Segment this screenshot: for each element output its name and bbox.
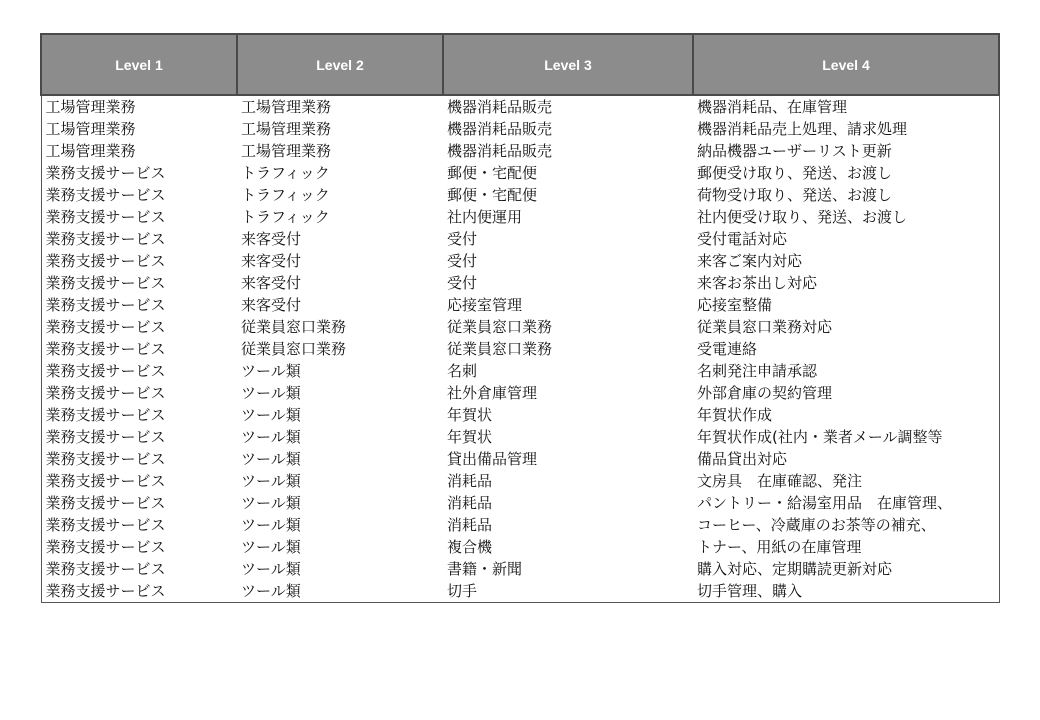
cell-level-3: 貸出備品管理: [447, 450, 538, 468]
cell-level-1: 業務支援サービス: [41, 206, 237, 228]
cell-level-3: 従業員窓口業務: [447, 340, 553, 358]
cell-level-1: 業務支援サービス: [41, 536, 237, 558]
cell-level-3: 消耗品: [447, 494, 493, 512]
cell-level-4: 機器消耗品売上処理、請求処理: [693, 118, 999, 140]
cell-level-1: 業務支援サービス: [41, 338, 237, 360]
cell-level-1: 業務支援サービス: [41, 558, 237, 580]
table-row: [41, 184, 999, 206]
table-row: [41, 404, 999, 426]
cell-level-3: 機器消耗品販売: [447, 120, 553, 138]
cell-level-3: 年賀状: [447, 406, 493, 424]
table-row: [41, 250, 999, 272]
cell-level-2: トラフィック: [241, 208, 330, 226]
cell-level-3: 郵便・宅配便: [447, 164, 538, 182]
cell-level-3: 従業員窓口業務: [447, 318, 553, 336]
cell-level-2: ツール類: [241, 406, 301, 424]
table-row: [41, 140, 999, 162]
cell-level-2: ツール類: [241, 450, 301, 468]
cell-level-4: 切手管理、購入: [693, 580, 999, 603]
table-row: [41, 448, 999, 470]
cell-level-3: 社外倉庫管理: [447, 384, 538, 402]
cell-level-4: 購入対応、定期購読更新対応: [693, 558, 999, 580]
cell-level-4: 文房具 在庫確認、発注: [693, 470, 999, 492]
cell-level-4: 従業員窓口業務対応: [693, 316, 999, 338]
table-row: [41, 338, 999, 360]
header-level-2: Level 2: [237, 34, 443, 95]
cell-level-4: 来客ご案内対応: [693, 250, 999, 272]
cell-level-2: ツール類: [241, 472, 301, 490]
header-level-4: Level 4: [693, 34, 999, 95]
cell-level-4: コーヒー、冷蔵庫のお茶等の補充、: [693, 514, 999, 536]
cell-level-1: 業務支援サービス: [41, 162, 237, 184]
cell-level-4: 応接室整備: [693, 294, 999, 316]
cell-level-4: パントリー・給湯室用品 在庫管理、: [693, 492, 999, 514]
cell-level-2: 工場管理業務: [241, 98, 332, 116]
cell-level-2: ツール類: [241, 362, 301, 380]
cell-level-3: 書籍・新聞: [447, 560, 523, 578]
table-row: [41, 294, 999, 316]
cell-level-2: 工場管理業務: [241, 120, 332, 138]
cell-level-1: 業務支援サービス: [41, 426, 237, 448]
cell-level-1: 業務支援サービス: [41, 228, 237, 250]
cell-level-2: 工場管理業務: [241, 142, 332, 160]
cell-level-3: 社内便運用: [447, 208, 523, 226]
cell-level-4: 備品貸出対応: [693, 448, 999, 470]
table-row: [41, 118, 999, 140]
table-header: [41, 34, 999, 95]
table-row: [41, 514, 999, 536]
table-row: [41, 206, 999, 228]
cell-level-1: 業務支援サービス: [41, 514, 237, 536]
cell-level-4: 来客お茶出し対応: [693, 272, 999, 294]
table-row: [41, 426, 999, 448]
cell-level-1: 業務支援サービス: [41, 316, 237, 338]
cell-level-3: 応接室管理: [447, 296, 523, 314]
cell-level-2: トラフィック: [241, 164, 330, 182]
cell-level-1: 業務支援サービス: [41, 272, 237, 294]
table-body: [41, 95, 999, 603]
cell-level-2: 来客受付: [241, 252, 302, 270]
cell-level-3: 消耗品: [447, 472, 493, 490]
cell-level-3: 郵便・宅配便: [447, 186, 538, 204]
cell-level-3: 受付: [447, 230, 478, 248]
cell-level-2: ツール類: [241, 384, 301, 402]
cell-level-4: トナー、用紙の在庫管理: [693, 536, 999, 558]
cell-level-1: 工場管理業務: [41, 95, 237, 118]
cell-level-4: 年賀状作成(社内・業者メール調整等: [693, 426, 999, 448]
cell-level-1: 業務支援サービス: [41, 470, 237, 492]
cell-level-4: 納品機器ユーザーリスト更新: [693, 140, 999, 162]
cell-level-2: 来客受付: [241, 274, 302, 292]
cell-level-3: 機器消耗品販売: [447, 142, 553, 160]
cell-level-1: 業務支援サービス: [41, 184, 237, 206]
cell-level-2: 来客受付: [241, 230, 302, 248]
cell-level-3: 複合機: [447, 538, 493, 556]
cell-level-1: 業務支援サービス: [41, 250, 237, 272]
table-row: [41, 316, 999, 338]
table-row: [41, 272, 999, 294]
cell-level-4: 受電連絡: [693, 338, 999, 360]
table-row: [41, 492, 999, 514]
cell-level-2: トラフィック: [241, 186, 330, 204]
cell-level-2: ツール類: [241, 428, 301, 446]
cell-level-4: 名刺発注申請承認: [693, 360, 999, 382]
cell-level-1: 業務支援サービス: [41, 294, 237, 316]
table-row: [41, 536, 999, 558]
table-row: [41, 95, 999, 118]
cell-level-1: 工場管理業務: [41, 140, 237, 162]
cell-level-2: ツール類: [241, 538, 301, 556]
cell-level-3: 名刺: [447, 362, 478, 380]
header-row: [41, 34, 999, 95]
cell-level-4: 荷物受け取り、発送、お渡し: [693, 184, 999, 206]
cell-level-4: 年賀状作成: [693, 404, 999, 426]
table-row: [41, 470, 999, 492]
cell-level-4: 外部倉庫の契約管理: [693, 382, 999, 404]
task-level-sheet: [40, 33, 998, 603]
cell-level-4: 社内便受け取り、発送、お渡し: [693, 206, 999, 228]
table-row: [41, 580, 999, 603]
cell-level-1: 業務支援サービス: [41, 448, 237, 470]
cell-level-1: 業務支援サービス: [41, 580, 237, 603]
cell-level-1: 工場管理業務: [41, 118, 237, 140]
cell-level-2: ツール類: [241, 494, 301, 512]
cell-level-1: 業務支援サービス: [41, 360, 237, 382]
table-row: [41, 162, 999, 184]
cell-level-1: 業務支援サービス: [41, 492, 237, 514]
cell-level-3: 受付: [447, 252, 478, 270]
cell-level-3: 受付: [447, 274, 478, 292]
cell-level-4: 機器消耗品、在庫管理: [693, 95, 999, 118]
table-row: [41, 382, 999, 404]
cell-level-2: ツール類: [241, 560, 301, 578]
cell-level-3: 消耗品: [447, 516, 493, 534]
cell-level-2: 従業員窓口業務: [241, 318, 347, 336]
table-row: [41, 558, 999, 580]
cell-level-3: 年賀状: [447, 428, 493, 446]
task-level-table: [40, 33, 1000, 603]
cell-level-4: 郵便受け取り、発送、お渡し: [693, 162, 999, 184]
cell-level-2: ツール類: [237, 580, 443, 603]
cell-level-2: 従業員窓口業務: [241, 340, 347, 358]
table-row: [41, 360, 999, 382]
cell-level-2: 来客受付: [241, 296, 302, 314]
header-level-3: Level 3: [443, 34, 693, 95]
cell-level-1: 業務支援サービス: [41, 404, 237, 426]
cell-level-4: 受付電話対応: [693, 228, 999, 250]
cell-level-2: ツール類: [241, 516, 301, 534]
cell-level-3: 機器消耗品販売: [447, 98, 553, 116]
cell-level-1: 業務支援サービス: [41, 382, 237, 404]
header-level-1: Level 1: [41, 34, 237, 95]
cell-level-3: 切手: [443, 580, 693, 603]
table-row: [41, 228, 999, 250]
